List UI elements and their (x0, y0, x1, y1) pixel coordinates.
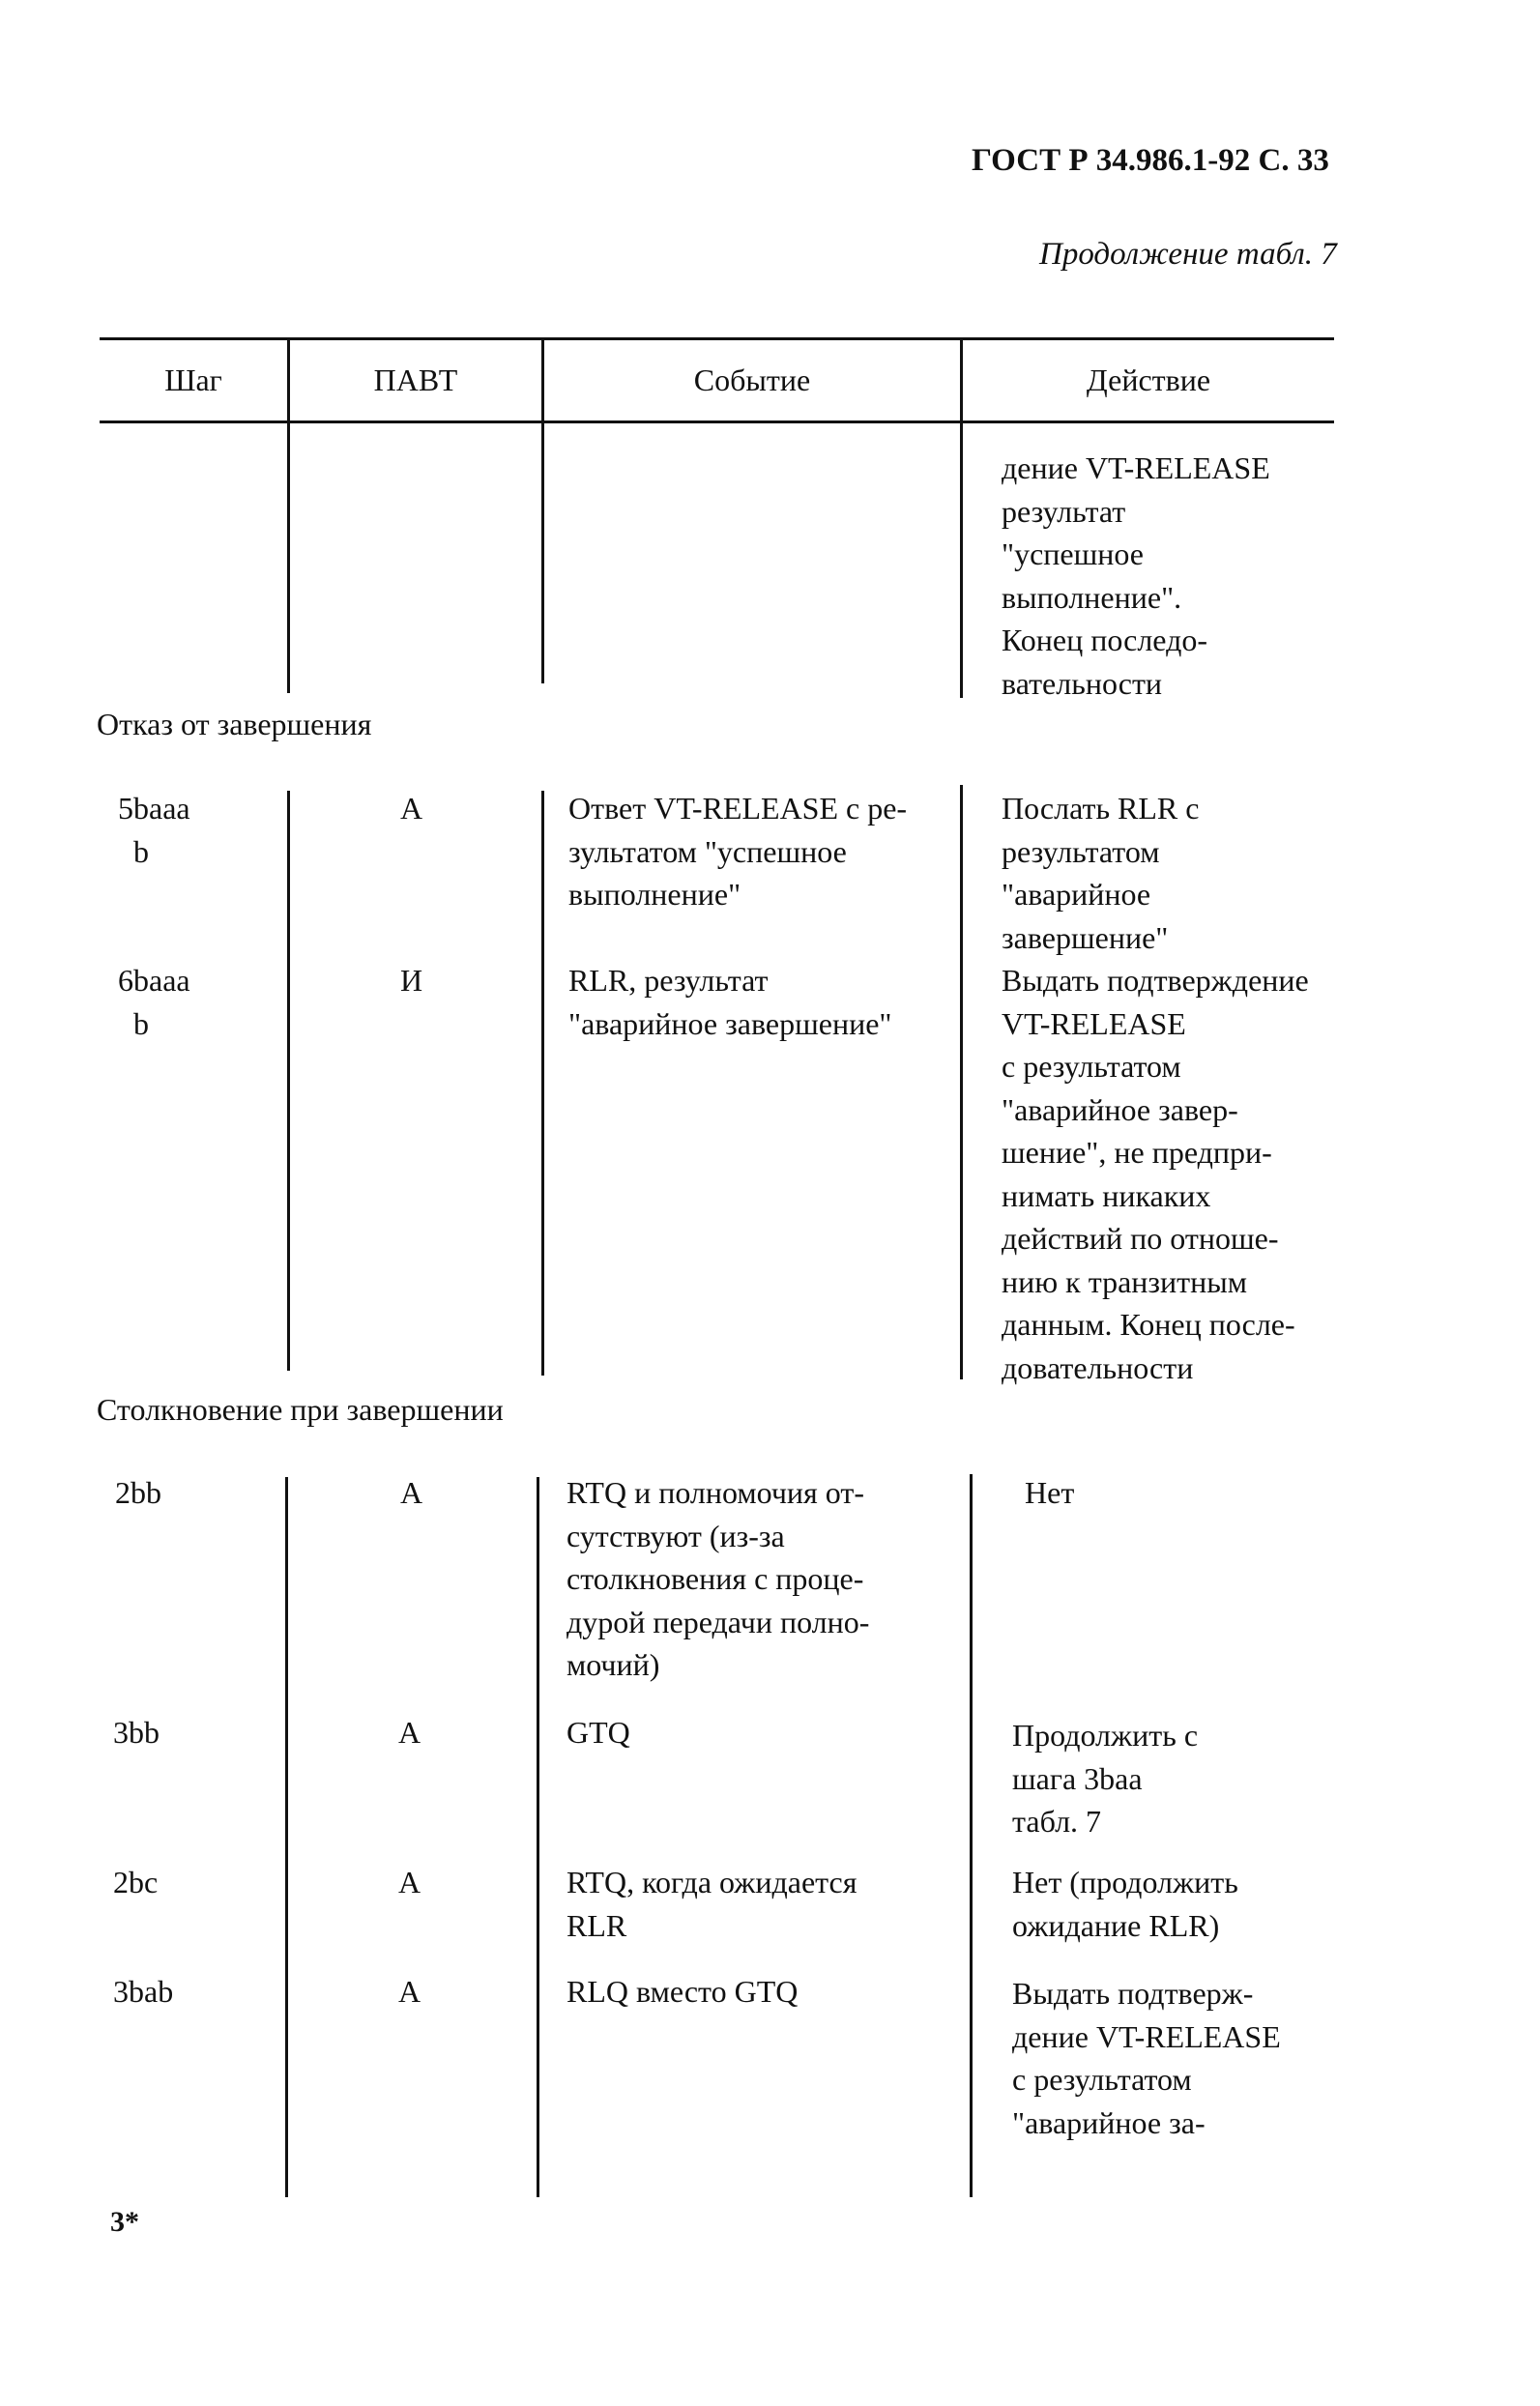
cont-divider-2 (541, 422, 544, 683)
action-cell: Послать RLR с результатом "аварийное завершение" (1002, 791, 1200, 955)
step-cell: 2bb (115, 1475, 161, 1510)
action-cell: Нет (продолжить ожидание RLR) (1012, 1865, 1238, 1943)
step-cell: 3bb (113, 1715, 160, 1750)
cont-divider-1 (287, 422, 290, 693)
action-cell: Нет (1025, 1475, 1075, 1510)
table-header-rule (100, 420, 1334, 423)
event-cell: RTQ и полномочия от- сутствуют (из-за столкновения с проце- дурой передачи полно- мочий) (567, 1475, 870, 1682)
column-header-pavt: ПАВТ (373, 362, 458, 397)
pavt-cell: А (398, 1715, 421, 1750)
action-cell: Выдать подтверждение VT-RELEASE с результатом "аварийное завер- шение", не предпри- нимать никаких действий по отноше- нию к транзитным данным. Конец после- довательности (1002, 963, 1309, 1385)
step-cell: 3bab (113, 1974, 174, 2009)
continuation-caption: Продолжение табл. 7 (1039, 237, 1337, 272)
section-title: Столкновение при завершении (97, 1392, 504, 1427)
standard-header: ГОСТ Р 34.986.1-92 С. 33 (972, 143, 1329, 178)
section-title: Отказ от завершения (97, 707, 372, 741)
signature-mark: 3* (110, 2206, 139, 2238)
pavt-cell: А (400, 791, 423, 826)
event-cell: RLQ вместо GTQ (567, 1974, 799, 2009)
step-cell: 6baaa b (118, 963, 190, 1041)
pavt-cell: А (400, 1475, 423, 1510)
column-header-step: Шаг (164, 362, 222, 397)
step-cell: 5baaa b (118, 791, 190, 869)
event-cell: Ответ VT-RELEASE с ре- зультатом "успешное выполнение" (568, 791, 908, 912)
step-cell: 2bc (113, 1865, 159, 1899)
cont-action-cell: дение VT-RELEASE результат "успешное выполнение". Конец последо- вательности (1002, 450, 1270, 701)
table-top-rule (100, 337, 1334, 340)
event-cell: RTQ, когда ожидается RLR (567, 1865, 857, 1943)
pavt-cell: И (400, 963, 423, 998)
column-header-action: Действие (1086, 362, 1211, 397)
event-cell: RLR, результат "аварийное завершение" (568, 963, 892, 1041)
action-cell: Продолжить с шага 3baa табл. 7 (1012, 1718, 1199, 1839)
event-cell: GTQ (567, 1715, 630, 1750)
column-header-event: Событие (693, 362, 811, 397)
pavt-cell: А (398, 1974, 421, 2009)
section2-divider-3 (970, 1474, 973, 2197)
cont-divider-3 (960, 422, 963, 698)
section1-divider-1 (287, 791, 290, 1371)
section2-divider-2 (537, 1477, 539, 2197)
action-cell: Выдать подтверж- дение VT-RELEASE с результатом "аварийное за- (1012, 1976, 1281, 2140)
section1-divider-2 (541, 791, 544, 1376)
section1-divider-3 (960, 785, 963, 1379)
section2-divider-1 (285, 1477, 288, 2197)
pavt-cell: А (398, 1865, 421, 1899)
